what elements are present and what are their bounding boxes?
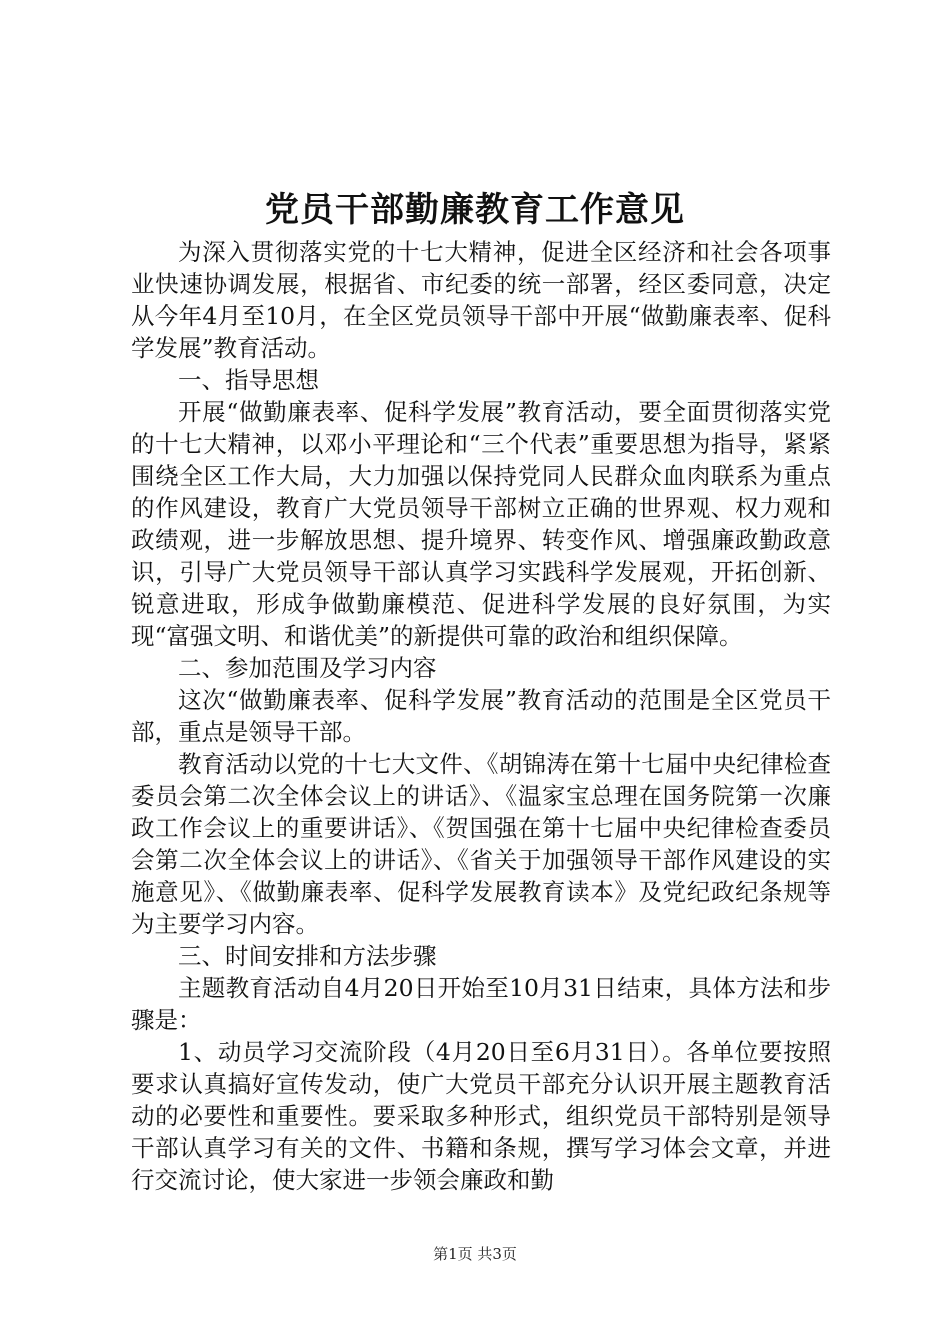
paragraph-step-1: 1、动员学习交流阶段（4月20日至6月31日）。各单位要按照要求认真搞好宣传发动，使广大党员干部充分认识开展主题教育活动的必要性和重要性。要采取多种形式，组织党员干部特别是领导干部认真学习有关的文件、书籍和条规，撰写学习体会文章，并进行交流讨论，使大家进一步领会廉政和勤 [131, 1038, 831, 1194]
paragraph-study-content: 教育活动以党的十七大文件、《胡锦涛在第十七届中央纪律检查委员会第二次全体会议上的讲话》、《温家宝总理在国务院第一次廉政工作会议上的重要讲话》、《贺国强在第十七届中央纪律检查委员会第二次全体会议上的讲话》、《省关于加强领导干部作风建设的实施意见》、《做勤廉表率、促科学发展教育读本》及党纪政纪条规等为主要学习内容。 [131, 750, 831, 938]
section-heading-3: 三、时间安排和方法步骤 [178, 942, 437, 970]
section-heading-1: 一、指导思想 [178, 366, 319, 394]
paragraph-scope: 这次“做勤廉表率、促科学发展”教育活动的范围是全区党员干部，重点是领导干部。 [131, 686, 831, 746]
paragraph-schedule: 主题教育活动自4月20日开始至10月31日结束，具体方法和步骤是： [131, 974, 831, 1034]
paragraph-intro: 为深入贯彻落实党的十七大精神，促进全区经济和社会各项事业快速协调发展，根据省、市纪委的统一部署，经区委同意，决定从今年4月至10月，在全区党员领导干部中开展“做勤廉表率、促科学发展”教育活动。 [131, 238, 831, 362]
document-title: 党员干部勤廉教育工作意见 [265, 190, 685, 230]
page-footer: 第1页 共3页 [433, 1245, 517, 1263]
document-body [131, 236, 831, 1196]
paragraph-guiding-thought: 开展“做勤廉表率、促科学发展”教育活动，要全面贯彻落实党的十七大精神，以邓小平理论和“三个代表”重要思想为指导，紧紧围绕全区工作大局，大力加强以保持党同人民群众血肉联系为重点的作风建设，教育广大党员领导干部树立正确的世界观、权力观和政绩观，进一步解放思想、提升境界、转变作风、增强廉政勤政意识，引导广大党员领导干部认真学习实践科学发展观，开拓创新、锐意进取，形成争做勤廉模范、促进科学发展的良好氛围，为实现“富强文明、和谐优美”的新提供可靠的政治和组织保障。 [131, 398, 831, 650]
section-heading-2: 二、参加范围及学习内容 [178, 654, 437, 682]
